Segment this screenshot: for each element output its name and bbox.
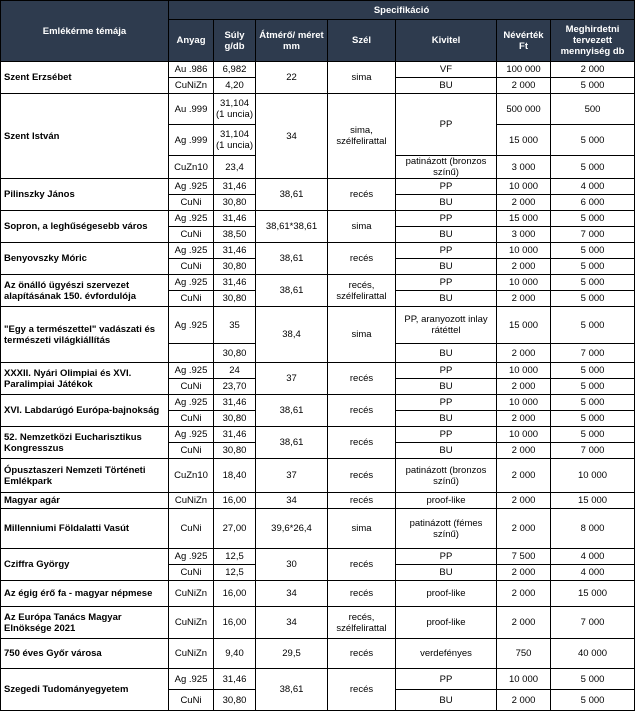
face-value-cell: 2 000	[497, 459, 551, 493]
material-cell	[169, 344, 214, 363]
finish-cell: PP	[396, 669, 497, 690]
material-cell: CuNi	[169, 690, 214, 711]
table-row	[1, 459, 635, 493]
coin-topic: "Egy a természettel" vadászati és természeti világkiállítás	[1, 307, 169, 363]
material-cell: CuNi	[169, 291, 214, 307]
material-cell: CuNi	[169, 443, 214, 459]
quantity-cell: 5 000	[551, 291, 635, 307]
diameter-cell: 34	[256, 581, 328, 607]
table-row	[1, 509, 635, 549]
diameter-cell: 38,61	[256, 243, 328, 275]
diameter-cell: 39,6*26,4	[256, 509, 328, 549]
finish-cell: BU	[396, 690, 497, 711]
weight-cell: 30,80	[214, 443, 256, 459]
table-row	[1, 549, 635, 565]
table-row	[1, 179, 635, 195]
coin-topic: XVI. Labdarúgó Európa-bajnokság	[1, 395, 169, 427]
material-cell: Ag .925	[169, 211, 214, 227]
weight-cell: 31,104 (1 uncia)	[214, 94, 256, 125]
table-row	[1, 493, 635, 509]
quantity-cell: 7 000	[551, 443, 635, 459]
finish-cell: proof-like	[396, 493, 497, 509]
finish-cell: BU	[396, 78, 497, 94]
quantity-cell: 5 000	[551, 259, 635, 275]
material-cell: CuNi	[169, 565, 214, 581]
finish-cell: BU	[396, 565, 497, 581]
edge-cell: recés	[328, 395, 396, 427]
weight-cell: 30,80	[214, 690, 256, 711]
finish-cell: patinázott (bronzos színű)	[396, 156, 497, 179]
edge-cell: recés	[328, 639, 396, 669]
weight-cell: 30,80	[214, 291, 256, 307]
edge-cell: sima	[328, 62, 396, 94]
table-row	[1, 211, 635, 227]
coin-topic: 750 éves Győr városa	[1, 639, 169, 669]
weight-cell: 18,40	[214, 459, 256, 493]
edge-cell: sima	[328, 509, 396, 549]
face-value-cell: 2 000	[497, 565, 551, 581]
diameter-cell: 38,61	[256, 275, 328, 307]
diameter-cell: 30	[256, 549, 328, 581]
weight-cell: 12,5	[214, 565, 256, 581]
quantity-cell: 15 000	[551, 493, 635, 509]
material-cell: CuNi	[169, 227, 214, 243]
finish-cell: proof-like	[396, 581, 497, 607]
table-row	[1, 395, 635, 411]
quantity-cell: 10 000	[551, 459, 635, 493]
material-cell: CuZn10	[169, 459, 214, 493]
quantity-cell: 5 000	[551, 275, 635, 291]
material-cell: CuNiZn	[169, 639, 214, 669]
face-value-cell: 15 000	[497, 125, 551, 156]
weight-cell: 38,50	[214, 227, 256, 243]
weight-cell: 31,46	[214, 275, 256, 291]
face-value-cell: 2 000	[497, 581, 551, 607]
material-cell: CuNiZn	[169, 493, 214, 509]
header-quantity: Meghirdetni tervezett mennyiség db	[551, 20, 635, 62]
quantity-cell: 7 000	[551, 607, 635, 639]
material-cell: CuNi	[169, 411, 214, 427]
face-value-cell: 10 000	[497, 395, 551, 411]
quantity-cell: 5 000	[551, 411, 635, 427]
quantity-cell: 5 000	[551, 363, 635, 379]
weight-cell: 23,4	[214, 156, 256, 179]
quantity-cell: 5 000	[551, 395, 635, 411]
weight-cell: 16,00	[214, 581, 256, 607]
header-finish: Kivitel	[396, 20, 497, 62]
finish-cell: BU	[396, 411, 497, 427]
finish-cell: verdefényes	[396, 639, 497, 669]
face-value-cell: 2 000	[497, 259, 551, 275]
edge-cell: sima	[328, 307, 396, 363]
coin-topic: Cziffra György	[1, 549, 169, 581]
finish-cell: VF	[396, 62, 497, 78]
face-value-cell: 10 000	[497, 243, 551, 259]
quantity-cell: 5 000	[551, 211, 635, 227]
weight-cell: 31,46	[214, 395, 256, 411]
quantity-cell: 500	[551, 94, 635, 125]
coin-topic: Magyar agár	[1, 493, 169, 509]
header-edge: Szél	[328, 20, 396, 62]
table-row	[1, 94, 635, 125]
table-row	[1, 275, 635, 291]
edge-cell: recés	[328, 427, 396, 459]
table-row	[1, 639, 635, 669]
weight-cell: 31,46	[214, 427, 256, 443]
diameter-cell: 37	[256, 459, 328, 493]
face-value-cell: 10 000	[497, 669, 551, 690]
material-cell: CuZn10	[169, 156, 214, 179]
table-row	[1, 669, 635, 690]
face-value-cell: 15 000	[497, 307, 551, 344]
header-weight: Súly g/db	[214, 20, 256, 62]
face-value-cell: 2 000	[497, 493, 551, 509]
edge-cell: sima	[328, 211, 396, 243]
material-cell: Au .999	[169, 94, 214, 125]
finish-cell: PP	[396, 395, 497, 411]
material-cell: Ag .925	[169, 275, 214, 291]
weight-cell: 35	[214, 307, 256, 344]
header-topic: Emlékérme témája	[1, 1, 169, 62]
quantity-cell: 5 000	[551, 669, 635, 690]
finish-cell: proof-like	[396, 607, 497, 639]
weight-cell: 9,40	[214, 639, 256, 669]
quantity-cell: 5 000	[551, 307, 635, 344]
diameter-cell: 38,61	[256, 395, 328, 427]
face-value-cell: 2 000	[497, 195, 551, 211]
quantity-cell: 4 000	[551, 565, 635, 581]
coin-topic: Az Európa Tanács Magyar Elnöksége 2021	[1, 607, 169, 639]
quantity-cell: 8 000	[551, 509, 635, 549]
edge-cell: recés	[328, 179, 396, 211]
finish-cell: PP	[396, 179, 497, 195]
edge-cell: recés	[328, 459, 396, 493]
face-value-cell: 10 000	[497, 363, 551, 379]
quantity-cell: 5 000	[551, 427, 635, 443]
diameter-cell: 34	[256, 493, 328, 509]
material-cell: CuNi	[169, 509, 214, 549]
diameter-cell: 34	[256, 607, 328, 639]
face-value-cell: 3 000	[497, 227, 551, 243]
face-value-cell: 10 000	[497, 427, 551, 443]
weight-cell: 6,982	[214, 62, 256, 78]
coin-topic: Sopron, a leghűségesebb város	[1, 211, 169, 243]
finish-cell: PP	[396, 427, 497, 443]
finish-cell: BU	[396, 379, 497, 395]
material-cell: CuNiZn	[169, 78, 214, 94]
diameter-cell: 38,61	[256, 427, 328, 459]
diameter-cell: 38,61	[256, 179, 328, 211]
face-value-cell: 750	[497, 639, 551, 669]
quantity-cell: 5 000	[551, 156, 635, 179]
quantity-cell: 5 000	[551, 125, 635, 156]
diameter-cell: 37	[256, 363, 328, 395]
material-cell: Ag .925	[169, 179, 214, 195]
weight-cell: 30,80	[214, 259, 256, 275]
quantity-cell: 5 000	[551, 78, 635, 94]
face-value-cell: 2 000	[497, 291, 551, 307]
edge-cell: recés	[328, 549, 396, 581]
material-cell: Ag .925	[169, 549, 214, 565]
weight-cell: 12,5	[214, 549, 256, 565]
material-cell: Ag .925	[169, 669, 214, 690]
finish-cell: BU	[396, 195, 497, 211]
quantity-cell: 5 000	[551, 243, 635, 259]
material-cell: CuNi	[169, 259, 214, 275]
weight-cell: 31,46	[214, 669, 256, 690]
quantity-cell: 4 000	[551, 179, 635, 195]
finish-cell: patinázott (fémes színű)	[396, 509, 497, 549]
face-value-cell: 500 000	[497, 94, 551, 125]
diameter-cell: 34	[256, 94, 328, 179]
face-value-cell: 2 000	[497, 690, 551, 711]
coin-topic: Pilinszky János	[1, 179, 169, 211]
weight-cell: 16,00	[214, 607, 256, 639]
material-cell: Ag .925	[169, 395, 214, 411]
finish-cell: BU	[396, 227, 497, 243]
quantity-cell: 5 000	[551, 379, 635, 395]
edge-cell: recés, szélfelirattal	[328, 607, 396, 639]
finish-cell: PP, aranyozott inlay rátéttel	[396, 307, 497, 344]
coin-topic: Ópusztaszeri Nemzeti Történeti Emlékpark	[1, 459, 169, 493]
face-value-cell: 2 000	[497, 78, 551, 94]
coin-topic: Az önálló ügyészi szervezet alapításának 150. évfordulója	[1, 275, 169, 307]
face-value-cell: 2 000	[497, 379, 551, 395]
coin-topic: Szent Erzsébet	[1, 62, 169, 94]
face-value-cell: 7 500	[497, 549, 551, 565]
weight-cell: 24	[214, 363, 256, 379]
weight-cell: 30,80	[214, 344, 256, 363]
weight-cell: 4,20	[214, 78, 256, 94]
quantity-cell: 7 000	[551, 344, 635, 363]
quantity-cell: 15 000	[551, 581, 635, 607]
finish-cell: BU	[396, 443, 497, 459]
finish-cell: BU	[396, 344, 497, 363]
material-cell: CuNiZn	[169, 607, 214, 639]
coin-topic: Szegedi Tudományegyetem	[1, 669, 169, 711]
finish-cell: PP	[396, 549, 497, 565]
diameter-cell: 38,61*38,61	[256, 211, 328, 243]
finish-cell: PP	[396, 243, 497, 259]
material-cell: Ag .925	[169, 363, 214, 379]
edge-cell: recés	[328, 363, 396, 395]
edge-cell: sima, szélfelirattal	[328, 94, 396, 179]
table-row	[1, 581, 635, 607]
diameter-cell: 38,61	[256, 669, 328, 711]
edge-cell: recés	[328, 493, 396, 509]
edge-cell: recés	[328, 669, 396, 711]
finish-cell: BU	[396, 259, 497, 275]
finish-cell: PP	[396, 275, 497, 291]
diameter-cell: 38,4	[256, 307, 328, 363]
material-cell: Ag .925	[169, 427, 214, 443]
material-cell: CuNiZn	[169, 581, 214, 607]
table-body	[1, 62, 635, 711]
table-row	[1, 607, 635, 639]
face-value-cell: 2 000	[497, 509, 551, 549]
material-cell: Ag .999	[169, 125, 214, 156]
face-value-cell: 10 000	[497, 275, 551, 291]
face-value-cell: 2 000	[497, 607, 551, 639]
coin-topic: Millenniumi Földalatti Vasút	[1, 509, 169, 549]
face-value-cell: 100 000	[497, 62, 551, 78]
header-material: Anyag	[169, 20, 214, 62]
edge-cell: recés	[328, 243, 396, 275]
weight-cell: 31,46	[214, 179, 256, 195]
edge-cell: recés, szélfelirattal	[328, 275, 396, 307]
face-value-cell: 2 000	[497, 344, 551, 363]
weight-cell: 23,70	[214, 379, 256, 395]
quantity-cell: 4 000	[551, 549, 635, 565]
table-row	[1, 307, 635, 344]
table-row	[1, 363, 635, 379]
header-face-value: Névérték Ft	[497, 20, 551, 62]
diameter-cell: 22	[256, 62, 328, 94]
quantity-cell: 2 000	[551, 62, 635, 78]
material-cell: CuNi	[169, 195, 214, 211]
weight-cell: 16,00	[214, 493, 256, 509]
finish-cell: patinázott (bronzos színű)	[396, 459, 497, 493]
weight-cell: 30,80	[214, 411, 256, 427]
quantity-cell: 7 000	[551, 227, 635, 243]
coin-topic: 52. Nemzetközi Eucharisztikus Kongresszus	[1, 427, 169, 459]
quantity-cell: 40 000	[551, 639, 635, 669]
header-spec: Specifikáció	[169, 1, 635, 20]
material-cell: CuNi	[169, 379, 214, 395]
weight-cell: 31,46	[214, 211, 256, 227]
weight-cell: 30,80	[214, 195, 256, 211]
weight-cell: 27,00	[214, 509, 256, 549]
finish-cell: BU	[396, 291, 497, 307]
material-cell: Au .986	[169, 62, 214, 78]
face-value-cell: 10 000	[497, 179, 551, 195]
table-row	[1, 62, 635, 78]
material-cell: Ag .925	[169, 307, 214, 344]
face-value-cell: 2 000	[497, 443, 551, 459]
coin-topic: Szent István	[1, 94, 169, 179]
edge-cell: recés	[328, 581, 396, 607]
coin-topic: Az égig érő fa - magyar népmese	[1, 581, 169, 607]
face-value-cell: 3 000	[497, 156, 551, 179]
weight-cell: 31,46	[214, 243, 256, 259]
quantity-cell: 6 000	[551, 195, 635, 211]
material-cell: Ag .925	[169, 243, 214, 259]
finish-cell: PP	[396, 94, 497, 156]
diameter-cell: 29,5	[256, 639, 328, 669]
finish-cell: PP	[396, 211, 497, 227]
table-row	[1, 427, 635, 443]
face-value-cell: 2 000	[497, 411, 551, 427]
finish-cell: PP	[396, 363, 497, 379]
header-diameter: Átmérő/ méret mm	[256, 20, 328, 62]
table-row	[1, 243, 635, 259]
coin-topic: XXXII. Nyári Olimpiai és XVI. Paralimpiai Játékok	[1, 363, 169, 395]
coin-topic: Benyovszky Móric	[1, 243, 169, 275]
face-value-cell: 15 000	[497, 211, 551, 227]
quantity-cell: 5 000	[551, 690, 635, 711]
weight-cell: 31,104 (1 uncia)	[214, 125, 256, 156]
